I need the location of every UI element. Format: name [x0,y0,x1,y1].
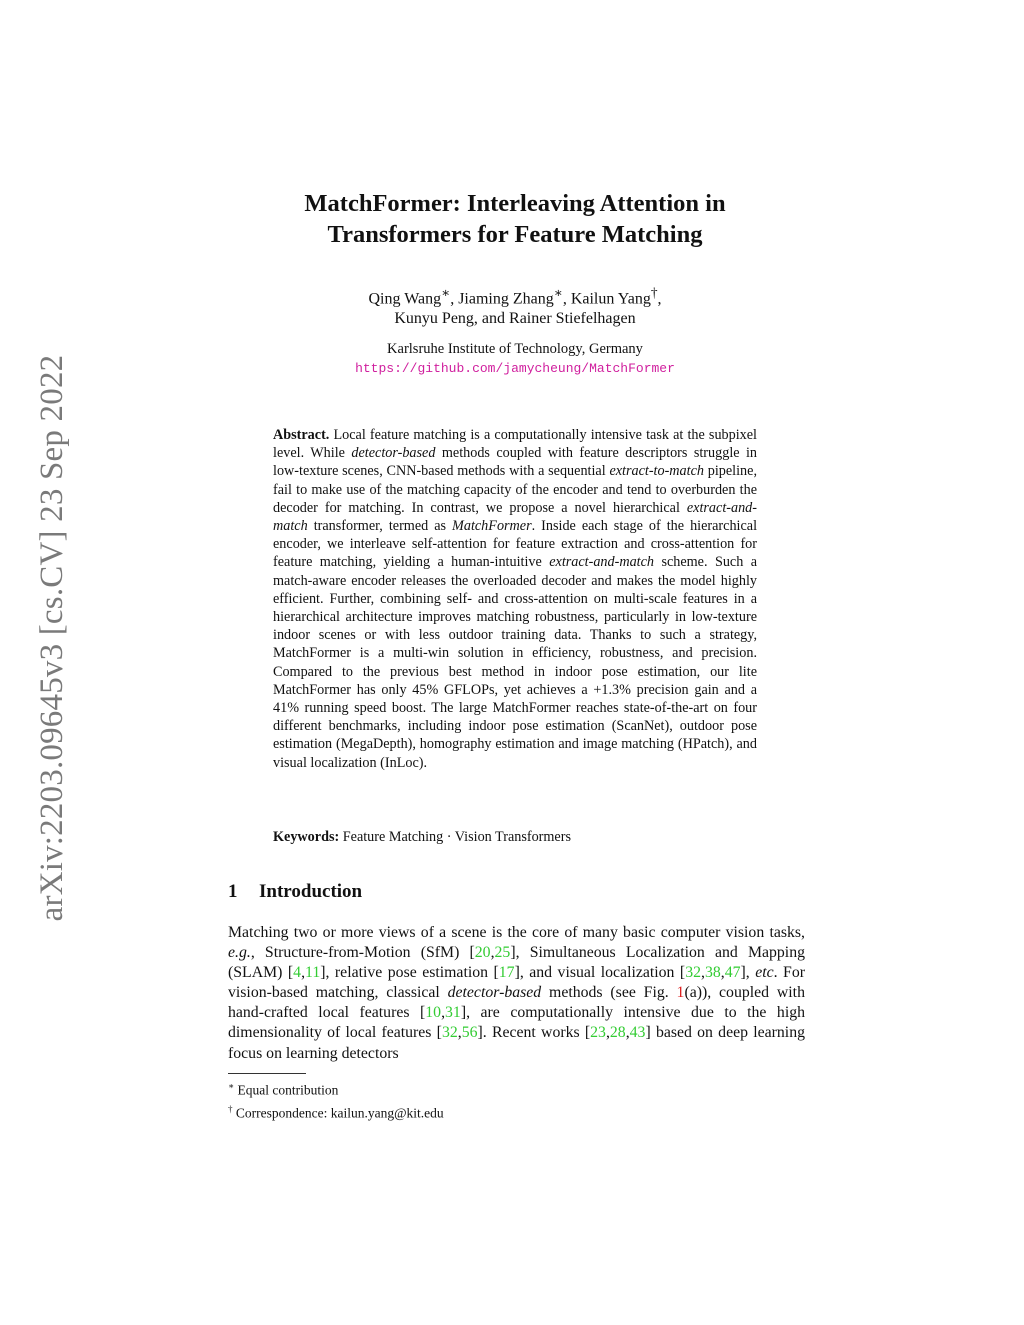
section-number: 1 [228,881,238,902]
paper-title [230,188,800,250]
body-emphasis: e.g. [228,944,251,962]
abstract-emphasis: detector-based [351,445,436,462]
citation-link[interactable]: 10 [425,1004,442,1022]
body-text: Matching two or more views of a scene is the core of many basic computer vision tasks, [228,924,805,941]
keywords-text: Feature Matching · Vision Transformers [342,829,571,845]
equal-contribution-mark: ∗ [553,285,563,300]
author-list [230,283,800,329]
institute-name: Karlsruhe Institute of Technology, Germany [387,341,643,357]
abstract-text: Local feature matching is a computationally intensive task at the subpixel level. While [273,427,757,462]
abstract-emphasis: extract-and-match [273,499,757,535]
citation-link[interactable]: 11 [305,964,321,982]
body-text: ] based on deep learning focus on learning detectors [228,1024,805,1062]
footnote-equal-contribution [228,1077,444,1100]
footnote-mark: ∗ [228,1081,235,1091]
keywords-label: Keywords: [273,829,340,845]
body-text: ]. Recent works [ [477,1024,591,1042]
author-name: Kailun Yang [570,290,651,308]
citation-link[interactable]: 38 [704,964,721,982]
body-text: , Structure-from-Motion (SfM) [ [250,944,475,962]
title-line-2: Transformers for Feature Matching [327,221,703,248]
footnote-mark: † [228,1103,233,1114]
body-text: methods (see Fig. [549,984,669,1002]
citation-link[interactable]: 31 [445,1004,461,1022]
body-text: ], [740,964,750,982]
body-text: (a)), coupled with hand-crafted local features [ [228,984,805,1022]
body-emphasis: etc [755,964,774,982]
author-line-2: Kunyu Peng, and Rainer Stiefelhagen [394,310,636,328]
correspondence-mark: † [650,285,658,300]
equal-contribution-mark: ∗ [441,285,451,300]
body-text: . For vision-based matching, classical [228,964,805,1002]
abstract-text: pipeline, fail to make use of the matching capacity of the encoder and tend to overburden the decoder for matching. In contrast, we propose a novel hierarchical [273,463,757,516]
figure-reference-link[interactable]: 1 [676,984,685,1002]
citation-link[interactable]: 23 [590,1024,606,1042]
footnote-rule [228,1073,306,1074]
citation-link[interactable]: 43 [629,1024,646,1042]
footnote-text: Equal contribution [237,1082,339,1098]
citation-link[interactable]: 17 [498,964,515,982]
footnote-correspondence [228,1100,444,1123]
introduction-paragraph: Matching two or more views of a scene is the core of many basic computer vision tasks, e.g., Structure-from-Motion (SfM) [20,25], Simultaneous Localization and Mapping (SLAM) [4,11], relative pose estimation [17], and visual localization [32,38,47], etc. For vision-based matching, classical detector-based methods (see Fig. 1(a)), coupled with hand-crafted local features [10,31], are computationally intensive due to the high dimensionality of local features [32,56]. Recent works [23,28,43] based on deep learning focus on learning detectors [228,924,806,1062]
section-heading [228,880,362,904]
abstract-emphasis: MatchFormer [452,518,532,535]
citation-link[interactable]: 32 [441,1024,458,1042]
body-text: ], are computationally intensive due to the high dimensionality of local features [ [228,1004,806,1042]
author-name: Jiaming Zhang [458,290,554,308]
body-emphasis: detector-based [447,984,542,1002]
body-text: ], relative pose estimation [ [320,964,499,982]
author-name: Qing Wang [368,290,442,308]
abstract [273,426,757,772]
abstract-text: . Inside each stage of the hierarchical encoder, we interleave self-attention for feature extraction and cross-attention for feature matching, yielding a human-intuitive [273,518,758,571]
body-text: ], and visual localization [ [514,964,686,982]
body-text: ], Simultaneous Localization and Mapping (SLAM) [ [228,944,805,982]
citation-link[interactable]: 25 [494,944,511,962]
abstract-emphasis: extract-to-match [609,463,704,480]
arxiv-identifier-stamp: arXiv:2203.09645v3 [cs.CV] 23 Sep 2022 [34,354,70,922]
section-title: Introduction [259,881,363,902]
citation-link[interactable]: 20 [474,944,491,962]
abstract-text: transformer, termed as [313,518,447,535]
abstract-emphasis: extract-and-match [549,554,655,571]
abstract-text: scheme. Such a match-aware encoder releases the overloaded decoder and makes the model highly efficient. Further, combining self- and cross-attention on multi-scale features in a hierarchical architecture improves matching robustness, particularly in low-texture indoor scenes or with less outdoor training data. Thanks to such a strategy, MatchFormer is a multi-win solution in efficiency, robustness, and precision. Compared to the previous best method in indoor pose estimation, our lite MatchFormer has only 45% GFLOPs, yet achieves a +1.3% precision gain and a 41% running speed boost. The large MatchFormer reaches state-of-the-art on four different benchmarks, including indoor pose estimation (ScanNet), outdoor pose estimation (MegaDepth), homography estimation and image matching (HPatch), and visual localization (InLoc). [273,554,758,771]
abstract-label: Abstract. [273,427,330,443]
citation-link[interactable]: 32 [685,964,701,982]
author-line-1: Qing Wang∗, Jiaming Zhang∗, Kailun Yang†, [368,285,662,308]
footnotes [228,1077,444,1122]
repository-link[interactable]: https://github.com/jamycheung/MatchFormer [355,361,675,376]
title-line-1: MatchFormer: Interleaving Attention in [304,190,726,217]
citation-link[interactable]: 4 [293,964,302,982]
citation-link[interactable]: 56 [461,1024,478,1042]
footnote-text: Correspondence: kailun.yang@kit.edu [235,1105,444,1120]
keywords [273,828,757,846]
citation-link[interactable]: 28 [609,1024,626,1042]
affiliation-block [230,340,800,378]
citation-link[interactable]: 47 [724,964,741,982]
abstract-text: methods coupled with feature descriptors struggle in low-texture scenes, CNN-based methods with a sequential [273,445,758,480]
